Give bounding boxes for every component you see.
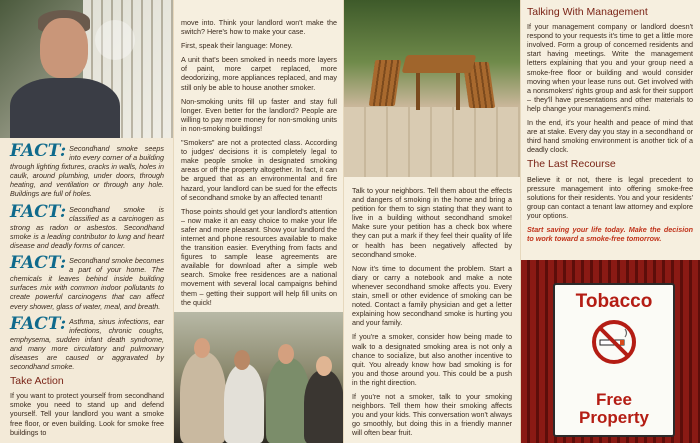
- patio-photo: [344, 0, 521, 177]
- tobacco-free-sign-photo: [521, 260, 700, 443]
- fact-2: [10, 201, 164, 250]
- sign-subtitle: [555, 391, 673, 427]
- fact-label: FACT:: [10, 253, 67, 274]
- paragraph: A unit that's been smoked in needs more layers of paint, more carpet replaced, more deodorizing, more appliances replaced, and may still only be able to house another smoker.: [181, 55, 337, 92]
- management-heading: Talking With Management: [527, 6, 648, 18]
- fact-text: Secondhand smoke is classified as a carcinogen as strong as radon or asbestos. Secondhand smoke is a leading contributor to lung and heart disease and deadly forms of cancer.: [10, 204, 164, 250]
- fact-text: Asthma, sinus infections, ear infections, chronic coughs, emphysema, sudden infant death syndrome, and many more circulatory and pulmonary diseases are caused or aggravated by secondhand smoke.: [10, 316, 164, 372]
- paragraph: Those points should get your landlord's attention – now make it an easy choice to make your life safer and more pleasant. Show your landlord the internet and phone resources available to make the transition easier. Everything from facts and figures to sample lease agreements are available for download after a simple web search. Smoke free residences are a national movement with several local campaigns behind them – getting their support will help fill units on the quick!: [181, 206, 337, 307]
- fact-4: [10, 313, 164, 372]
- column-3: [343, 0, 521, 443]
- recourse-text: Believe it or not, there is legal precedent to pressure management into offering smoke-free solutions for their residents. You and your residents' group can contact a tenant law attorney and explore your options.: [527, 174, 693, 220]
- call-to-action: Start saving your life today. Make the decision to work toward a smoke-free tomorrow.: [527, 224, 693, 244]
- column-2: [173, 0, 344, 443]
- sign-line-property: Property: [579, 408, 649, 427]
- landlord-case-text: [181, 18, 337, 312]
- facts-block: [10, 141, 164, 437]
- smoking-man-photo: [0, 0, 173, 138]
- take-action-heading: Take Action: [10, 375, 64, 388]
- sign-title: Tobacco: [575, 291, 653, 312]
- management-text: [527, 8, 693, 248]
- fact-label: FACT:: [10, 201, 67, 222]
- fact-1: [10, 141, 164, 199]
- paragraph: Talk to your neighbors. Tell them about the effects and dangers of smoking in the home and bring a petition for them to sign stating that they want to live in a building without secondhand smoke! Make sure your petition has a check box where they can put a mark if they feel their quality of life or health has been negatively affected by secondhand smoke.: [352, 186, 512, 259]
- paragraph: In the end, it's your health and peace of mind that are at stake. Every day you stay in a secondhand or third hand smoking environment is another tick of a deadly clock.: [527, 118, 693, 155]
- paragraph: Now it's time to document the problem. Start a diary or carry a notebook and make a note whenever secondhand smoke affects you. Every stain, smell or other evidence of smoking can be noted. Contact a family physician and get a letter explaining how secondhand smoke is hurting you and your family.: [352, 263, 512, 328]
- no-smoking-icon: [591, 319, 637, 365]
- fact-label: FACT:: [10, 313, 67, 334]
- column-4: [520, 0, 700, 443]
- paragraph: "Smokers" are not a protected class. According to judges' decisions it is completely legal to make people smoke in designated smoking areas or off the property altogether. In fact, it can be argued that as an environmental and fire hazard, your landlord can be sued for the effects of secondhand smoke by an affected tenant!: [181, 138, 337, 202]
- paragraph: If you're not a smoker, talk to your smoking neighbors. Tell them how their smoking affects you and your kids. This conversation won't always go smoothly, but doing this in a friendly manner will often bear fruit.: [352, 391, 512, 438]
- tobacco-free-sign: [553, 283, 675, 437]
- paragraph: First, speak their language: Money.: [181, 41, 293, 51]
- take-action-text: If you want to protect yourself from secondhand smoke you need to stand up and defend yourself. Tell your landlord you want a smoke free floor, or even building. Look for smoke free buildings to: [10, 391, 164, 437]
- column-1: [0, 0, 173, 443]
- recourse-heading: The Last Recourse: [527, 158, 616, 171]
- paragraph: move into. Think your landlord won't make the switch? Here's how to make your case.: [181, 18, 337, 37]
- paragraph: If you're a smoker, consider how being made to walk to a designated smoking area is not only a chance to socialize, but also another incentive to quit. You already know how bad smoking is for you and those around you. This could be a push in the right direction.: [352, 332, 512, 387]
- fact-3: [10, 253, 164, 311]
- neighbors-text: [352, 186, 512, 442]
- sign-line-free: Free: [596, 390, 632, 409]
- fact-label: FACT:: [10, 141, 67, 161]
- fact-text: Secondhand smoke becomes a part of your home. The chemicals it leaves behind inside building surfaces mix with common indoor pollutants to create powerful carcinogens that can affect every shower, glass of water, meal, and breath.: [10, 256, 164, 311]
- paragraph: Non-smoking units fill up faster and stay full longer. Even better for the landlord? People are willing to pay more money for non-smoking units in non-smoking buildings!: [181, 96, 337, 133]
- meeting-photo: [174, 312, 344, 443]
- fact-text: Secondhand smoke seeps into every corner of a building through lighting fixtures, cracks in walls, holes in caulk, around plumbing, under doors, through heating, and ventilation or through any hole. Buildings are full of holes.: [10, 144, 164, 199]
- paragraph: If your management company or landlord doesn't respond to your requests it's time to get a little more involved. Form a group of concerned residents and start having meetings. Write the management letters explaining that you and your group need a smoke-free floor or building and would consider moving when your lease runs out. Get involved with a nonsmokers' rights group and ask for their support – they'll have presentations and other materials to help change your management's mind.: [527, 22, 693, 113]
